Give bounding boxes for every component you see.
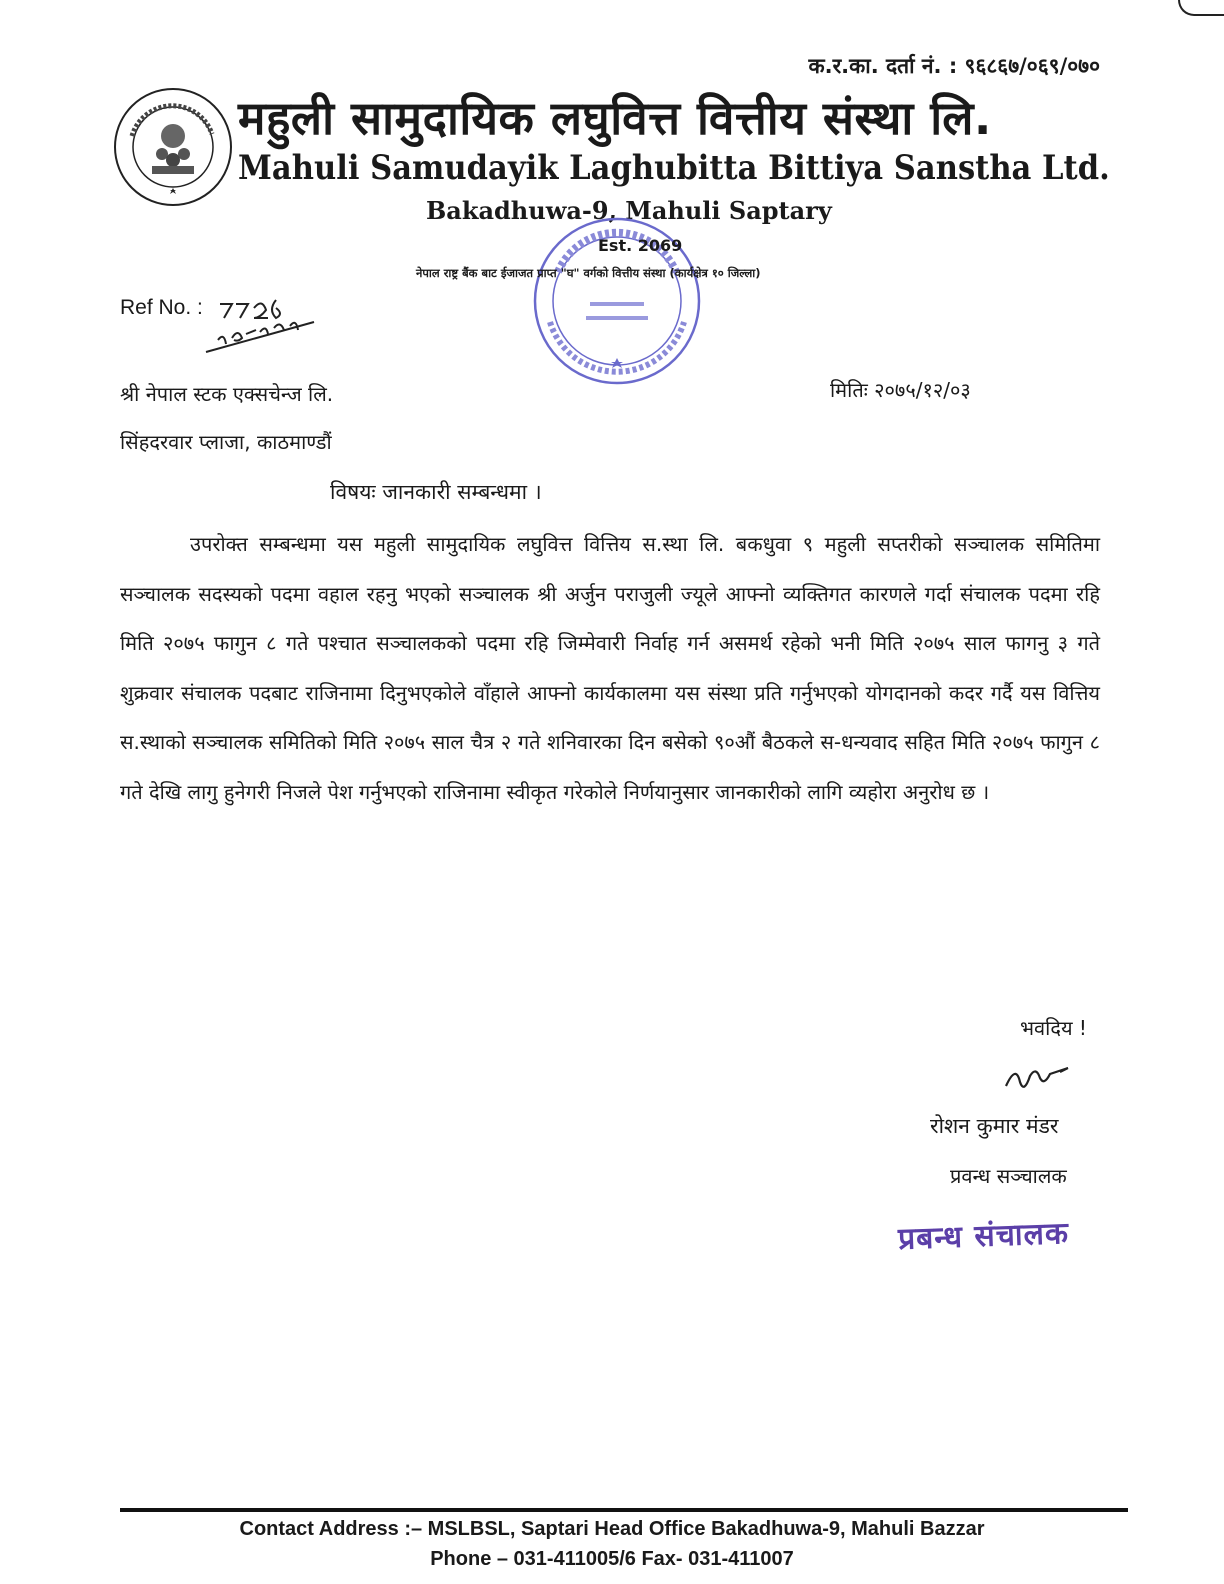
letter-date: मितिः २०७५/१२/०३ [830,378,971,402]
signer-name: रोशन कुमार मंडर [930,1114,1059,1138]
recipient-line-2: सिंहदरवार प्लाजा, काठमाण्डौं [120,430,332,454]
organization-address: Bakadhuwa-9, Mahuli Saptary [426,196,832,225]
license-statement: नेपाल राष्ट्र बैंक बाट ईजाजत प्राप्त "घ" वर्गको वित्तीय संस्था (कार्यक्षेत्र १० जिल्ला) [416,266,761,280]
registration-number: क.र.का. दर्ता नं. : ९६८६७/०६९/०७० [808,54,1100,78]
letter-subject: विषयः जानकारी सम्बन्धमा । [330,480,542,504]
handwritten-reference-number [196,282,326,362]
handwritten-signature [1000,1056,1080,1102]
reference-number-label: Ref No. : [120,296,203,319]
footer-divider [120,1508,1128,1512]
recipient-line-1: श्री नेपाल स्टक एक्सचेन्ज लि. [120,382,334,406]
organization-name-nepali: महुली सामुदायिक लघुवित्त वित्तीय संस्था लि. [238,91,992,145]
closing-salutation: भवदिय ! [1020,1016,1087,1040]
organization-logo [112,86,234,208]
organization-name-english: Mahuli Samudayik Laghubitta Bittiya Sanstha Ltd. [238,148,1110,188]
footer-phone-fax: Phone – 031-411005/6 Fax- 031-411007 [430,1548,794,1570]
signer-title: प्रवन्ध सञ्चालक [950,1164,1067,1188]
footer-contact-address: Contact Address :– MSLBSL, Saptari Head Office Bakadhuwa-9, Mahuli Bazzar [239,1518,985,1540]
page-corner-mark [1178,0,1224,16]
established-year: Est. 2069 [598,236,683,255]
letter-body: उपरोक्त सम्बन्धमा यस महुली सामुदायिक लघुवित्त वित्तिय स.स्था लि. बकधुवा ९ महुली सप्तरीको सञ्चालक समितिमा सञ्चालक सदस्यको पदमा वहाल रहनु भएको सञ्चालक श्री अर्जुन पराजुली ज्यूले आफ्नो व्यक्तिगत कारणले गर्दा संचालक पदमा रहि मिति २०७५ फागुन ८ गते पश्चात सञ्चालकको पदमा रहि जिम्मेवारी निर्वाह गर्न असमर्थ रहेको भनी मिति २०७५ साल फागनु ३ गते शुक्रवार संचालक पदबाट राजिनामा दिनुभएकोले वाँहाले आफ्नो कार्यकालमा यस संस्था प्रति गर्नुभएको योगदानको कदर गर्दै यस वित्तिय स.स्थाको सञ्चालक समितिको मिति २०७५ साल चैत्र २ गते शनिवारका दिन बसेको ९०औं बैठकले स-धन्यवाद सहित मिति २०७५ फागुन ८ गते देखि लागु हुनेगरी निजले पेश गर्नुभएको राजिनामा स्वीकृत गरेकोले निर्णयानुसार जानकारीको लागि व्यहोरा अनुरोध छ । [120,532,1100,804]
designation-stamp: प्रबन्ध संचालक [897,1216,1070,1257]
